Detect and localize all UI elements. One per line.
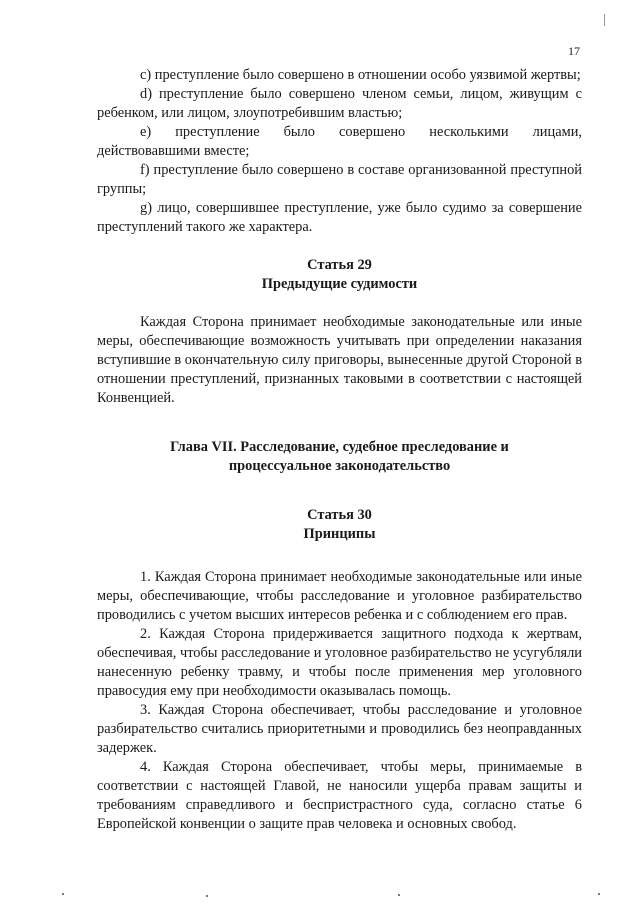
aggravating-circumstances-list (97, 66, 582, 237)
chapter-title-line-2: процессуальное законодательство (228, 458, 451, 474)
list-item: d) преступление было совершено членом семьи, лицом, живущим с ребенком, или лицом, злоупотребившим властью; (97, 86, 582, 121)
article-29-text: Каждая Сторона принимает необходимые законодательные или иные меры, обеспечивающие возможность учитывать при определении наказания вступившие в окончательную силу приговоры, вынесенные другой Стороной в отношении преступлений, признанных таковыми в соответствии с настоящей Конвенцией. (97, 314, 582, 406)
article-30-paragraph: 2. Каждая Сторона придерживается защитного подхода к жертвам, обеспечивая, чтобы расследование и уголовное разбирательство не усугубляли нанесенную ребенку травму, и чтобы после применения мер уголовного правосудия ему при необходимости оказывалась помощь. (97, 626, 582, 699)
spacer (97, 544, 582, 568)
scan-artifact (206, 895, 208, 897)
article-30-title: Принципы (303, 526, 376, 542)
article-30-paragraph: 4. Каждая Сторона обеспечивает, чтобы меры, принимаемые в соответствии с настоящей Главой, не наносили ущерба правам защиты и требованиям справедливого и беспристрастного суда, согласно статье 6 Европейской конвенции о защите прав человека и основных свобод. (97, 759, 582, 832)
article-29 (97, 256, 582, 408)
spacer (97, 237, 582, 256)
list-item: е) преступление было совершено несколькими лицами, действовавшими вместе; (97, 124, 582, 159)
spacer (97, 294, 582, 313)
article-29-title: Предыдущие судимости (261, 276, 418, 292)
scan-artifact (598, 893, 600, 895)
scan-artifact (604, 14, 605, 26)
scan-artifact (62, 893, 64, 895)
list-item: с) преступление было совершено в отношении особо уязвимой жертвы; (140, 67, 581, 83)
chapter-title-line-1: Глава VII. Расследование, судебное преследование и (170, 439, 509, 455)
chapter-7-heading (97, 438, 582, 476)
article-30-paragraph: 3. Каждая Сторона обеспечивает, чтобы расследование и уголовное разбирательство считались приоритетными и проводились без неоправданных задержек. (97, 702, 582, 756)
spacer (97, 476, 582, 506)
article-30 (97, 506, 582, 834)
list-item: g) лицо, совершившее преступление, уже было судимо за совершение преступлений такого же характера. (97, 200, 582, 235)
article-30-paragraph: 1. Каждая Сторона принимает необходимые законодательные или иные меры, обеспечивающие, чтобы расследование и уголовное разбирательство проводились с учетом высших интересов ребенка и с соблюдением его прав. (97, 569, 582, 623)
article-29-number: Статья 29 (307, 257, 372, 273)
scan-artifact (398, 894, 400, 896)
spacer (97, 408, 582, 438)
page-number: 17 (568, 44, 580, 58)
list-item: f) преступление было совершено в составе организованной преступной группы; (97, 162, 582, 197)
article-30-number: Статья 30 (307, 507, 372, 523)
document-body (97, 66, 582, 834)
